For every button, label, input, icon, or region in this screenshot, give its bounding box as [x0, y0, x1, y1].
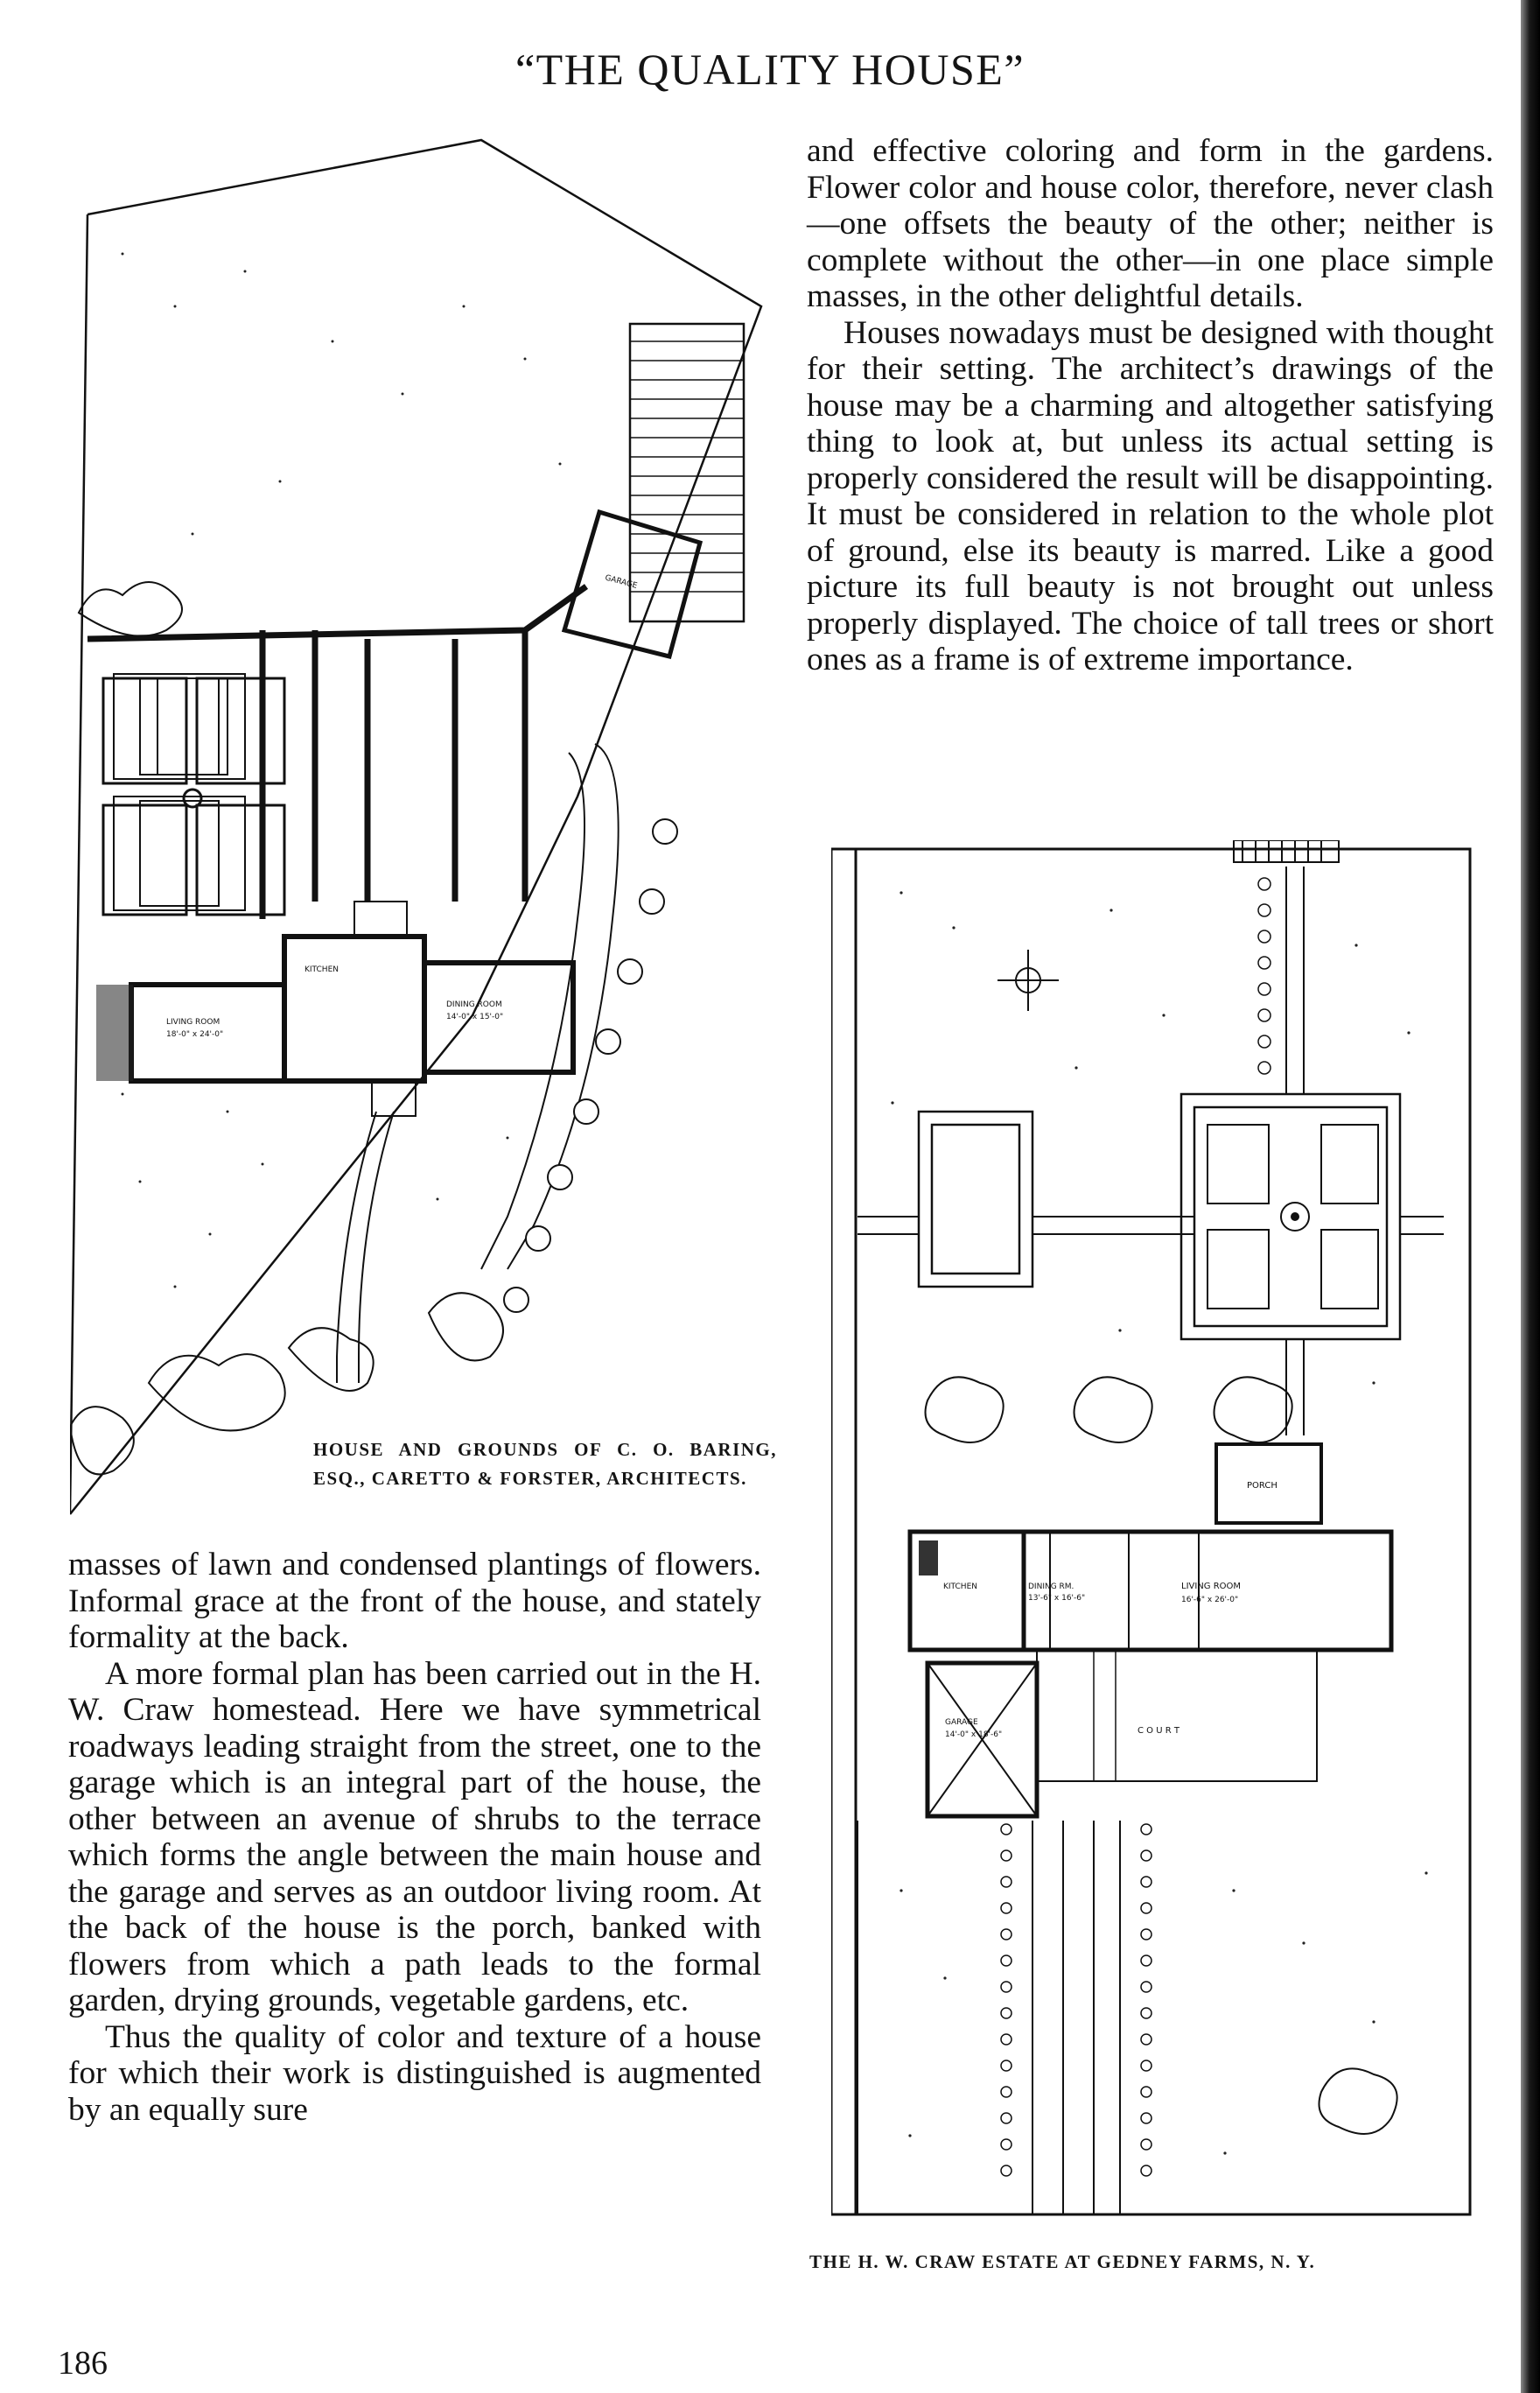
craw-living-dims: 16'-6" x 26'-0"	[1181, 1596, 1239, 1604]
craw-court	[1037, 1650, 1317, 1781]
craw-porch-label: PORCH	[1247, 1481, 1278, 1491]
left-paragraph-2: A more formal plan has been carried out in the H. W. Craw homestead. Here we have symmetrical roadways leading straight from the street, one to the garage which is an integral part of the house, the other between an avenue of shrubs to the terrace which forms the angle between the main house and the garage and serves as an outdoor living room. At the back of the house is the porch, banked with flowers from which a path leads to the formal garden, drying grounds, vegetable gardens, etc.	[68, 1655, 761, 2018]
baring-kitchen-label: KITCHEN	[304, 965, 339, 974]
baring-living-label: LIVING ROOM	[166, 1018, 220, 1027]
page-number: 186	[58, 2345, 108, 2382]
craw-garage-label: GARAGE	[945, 1718, 978, 1727]
craw-kitchen-label: KITCHEN	[943, 1582, 977, 1591]
right-column-text	[807, 133, 1494, 678]
baring-garage-label: GARAGE	[604, 573, 639, 591]
running-head: “THE QUALITY HOUSE”	[514, 45, 1026, 94]
craw-dining-label: DINING RM.	[1028, 1582, 1074, 1591]
right-paragraph-2: Houses nowadays must be designed with thought for their setting. The architect’s drawings of the house may be a charming and altogether satisfying thing to look at, but unless its actual setting is properly considered the result will be disappointing. It must be considered in relation to the whole plot of ground, else its beauty is marred. Like a good picture its full beauty is not brought out unless properly displayed. The choice of tall trees or short ones as a frame is of extreme importance.	[807, 314, 1494, 677]
craw-living-label: LIVING ROOM	[1181, 1582, 1242, 1591]
craw-court-label: C O U R T	[1138, 1726, 1180, 1736]
left-paragraph-1: masses of lawn and condensed plantings of flowers. Informal grace at the front of the house, and stately formality at the back.	[68, 1547, 761, 1655]
craw-estate-plan	[831, 840, 1479, 2228]
right-paragraph-1: and effective coloring and form in the gardens. Flower color and house color, therefore, never clash—one offsets the beauty of the other; neither is complete without the other—in one place simple masses, in the other delightful details.	[807, 133, 1494, 314]
craw-house	[910, 1532, 1391, 1816]
baring-figure-caption: HOUSE AND GROUNDS OF C. O. BARING, ESQ., CARETTO & FORSTER, ARCHITECTS.	[313, 1439, 777, 1489]
craw-dining-dims: 13'-6" x 16'-6"	[1028, 1594, 1086, 1603]
craw-figure-caption: THE H. W. CRAW ESTATE AT GEDNEY FARMS, N. Y.	[809, 2251, 1316, 2272]
baring-dining-dims: 14'-0" x 15'-0"	[446, 1013, 504, 1021]
left-column-text	[68, 1547, 761, 2128]
baring-living-dims: 18'-0" x 24'-0"	[166, 1030, 224, 1039]
page-edge-shadow	[1521, 0, 1540, 2393]
craw-garage-dims: 14'-0" x 18'-6"	[945, 1730, 1003, 1739]
left-paragraph-3: Thus the quality of color and texture of a house for which their work is distinguished is augmented by an equally sure	[68, 2018, 761, 2128]
baring-site-plan	[70, 131, 788, 1532]
baring-house	[131, 937, 573, 1081]
baring-dining-label: DINING ROOM	[446, 1000, 502, 1009]
entrance-stair	[630, 324, 744, 621]
